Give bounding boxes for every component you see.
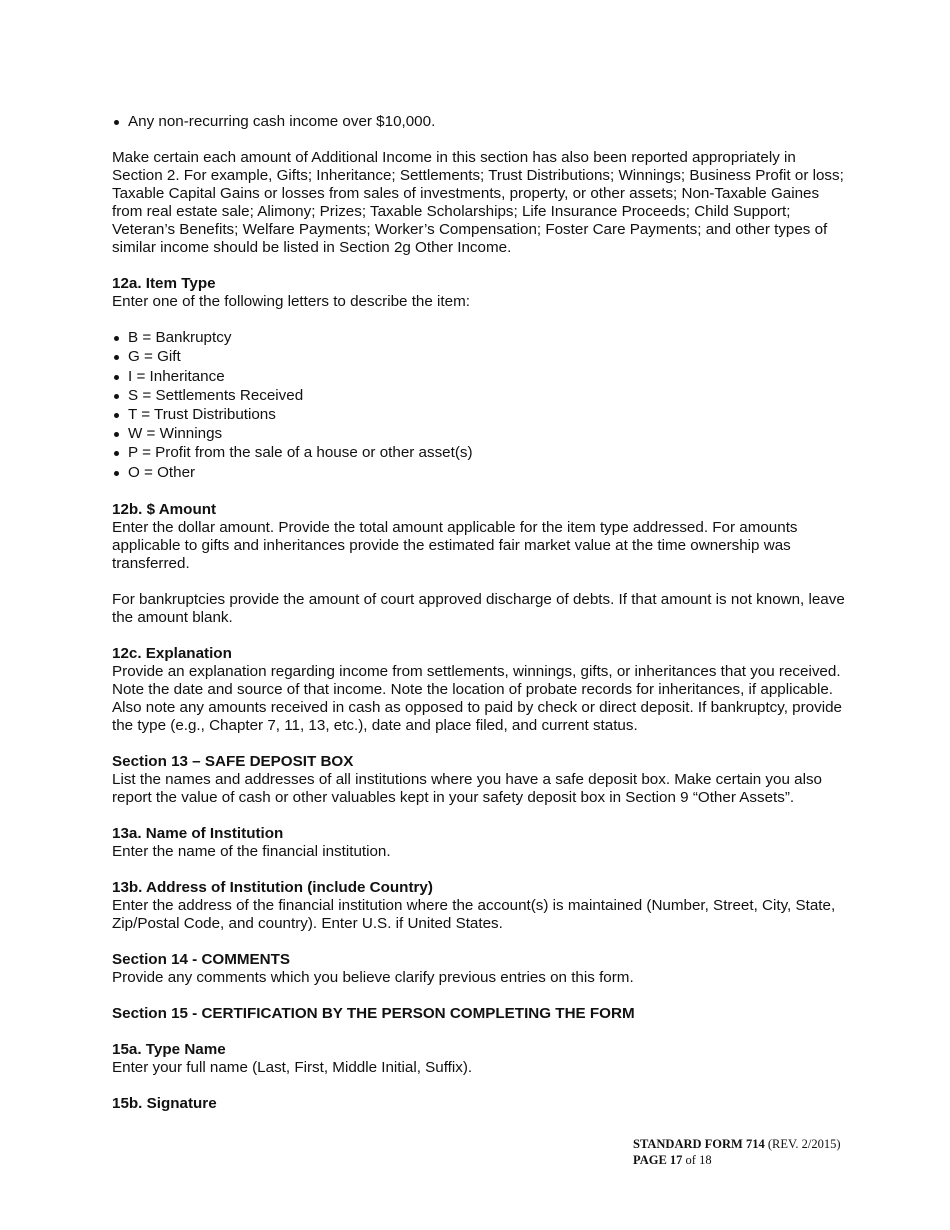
list-item-text: O = Other	[128, 463, 196, 481]
list-item	[112, 444, 847, 463]
text-15a: Enter your full name (Last, First, Middle Initial, Suffix).	[112, 1058, 473, 1076]
bullet-icon	[114, 120, 119, 125]
list-item	[112, 464, 847, 483]
heading-section-15: Section 15 - CERTIFICATION BY THE PERSON COMPLETING THE FORM	[112, 1004, 635, 1022]
list-item-text: S = Settlements Received	[128, 386, 304, 404]
text-13b: Enter the address of the financial institution where the account(s) is maintained (Number, Street, City, State, Zip/Postal Code, and country). Enter U.S. if United States.	[112, 896, 836, 932]
list-item-text: G = Gift	[128, 348, 181, 366]
list-item	[112, 406, 847, 425]
list-item-text: B = Bankruptcy	[128, 329, 232, 347]
heading-15b: 15b. Signature	[112, 1094, 217, 1112]
list-item-text: I = Inheritance	[128, 367, 225, 385]
list-item	[112, 113, 847, 132]
form-footer	[633, 1137, 841, 1168]
bullet-icon	[114, 471, 119, 476]
list-item	[112, 348, 847, 367]
list-item	[112, 329, 847, 348]
heading-13a: 13a. Name of Institution	[112, 824, 284, 842]
bullet-icon	[114, 375, 119, 380]
heading-13b: 13b. Address of Institution (include Country)	[112, 878, 433, 896]
list-item	[112, 425, 847, 444]
text-section-14: Provide any comments which you believe clarify previous entries on this form.	[112, 968, 634, 986]
list-item-text: W = Winnings	[128, 425, 223, 443]
list-item-text: P = Profit from the sale of a house or other asset(s)	[128, 444, 473, 462]
bullet-icon	[114, 336, 119, 341]
text-13a: Enter the name of the financial institution.	[112, 842, 391, 860]
bullet-icon	[114, 355, 119, 360]
heading-12b: 12b. $ Amount	[112, 500, 217, 518]
bullet-icon	[114, 413, 119, 418]
intro-bullet-list	[112, 113, 847, 132]
list-item-text: T = Trust Distributions	[128, 405, 276, 423]
text-12c: Provide an explanation regarding income from settlements, winnings, gifts, or inheritances that you received. Note the date and source of that income. Note the location of probate records for inheritances, if applicable. Also note any amounts received in cash as opposed to paid by check or direct deposit. If bankruptcy, provide the type (e.g., Chapter 7, 11, 13, etc.), date and place filed, and current status.	[112, 662, 842, 734]
heading-section-14: Section 14 - COMMENTS	[112, 950, 291, 968]
heading-15a: 15a. Type Name	[112, 1040, 226, 1058]
text-12a: Enter one of the following letters to describe the item:	[112, 293, 470, 311]
form-revision: (REV. 2/2015)	[767, 1137, 841, 1151]
heading-12a: 12a. Item Type	[112, 275, 216, 293]
text-12b-amount: Enter the dollar amount. Provide the total amount applicable for the item type addressed. For amounts applicable to gifts and inheritances provide the estimated fair market value at the time ownership was transferred.	[112, 518, 798, 572]
intro-paragraph: Make certain each amount of Additional Income in this section has also been reported appropriately in Section 2. For example, Gifts; Inheritance; Settlements; Trust Distributions; Winnings; Business Profit or loss; Taxable Capital Gains or losses from sales of investments, property, or other assets; Non-Taxable Gaines from real estate sale; Alimony; Prizes; Taxable Scholarships; Life Insurance Proceeds; Child Support; Veteran’s Benefits; Welfare Payments; Worker’s Compensation; Foster Care Payments; and other types of similar income should be listed in Section 2g Other Income.	[112, 149, 844, 257]
text-12b-bankruptcy: For bankruptcies provide the amount of court approved discharge of debts. If that amount is not known, leave the amount blank.	[112, 590, 845, 626]
list-item	[112, 387, 847, 406]
item-type-list	[112, 329, 847, 483]
heading-12c: 12c. Explanation	[112, 644, 232, 662]
bullet-icon	[114, 451, 119, 456]
intro-bullet-text: Any non-recurring cash income over $10,000.	[128, 113, 436, 130]
bullet-icon	[114, 432, 119, 437]
bullet-icon	[114, 394, 119, 399]
page-number	[633, 1153, 841, 1169]
page-content	[112, 113, 847, 1113]
page-label: PAGE 17	[633, 1152, 683, 1167]
form-name: STANDARD FORM 714	[633, 1137, 765, 1151]
page-total: of 18	[685, 1152, 712, 1167]
heading-section-13: Section 13 – SAFE DEPOSIT BOX	[112, 752, 354, 770]
text-section-13: List the names and addresses of all institutions where you have a safe deposit box. Make certain you also report the value of cash or other valuables kept in your safety deposit box in Section 9 “Other Assets”.	[112, 770, 823, 806]
list-item	[112, 368, 847, 387]
form-identifier	[633, 1137, 841, 1153]
